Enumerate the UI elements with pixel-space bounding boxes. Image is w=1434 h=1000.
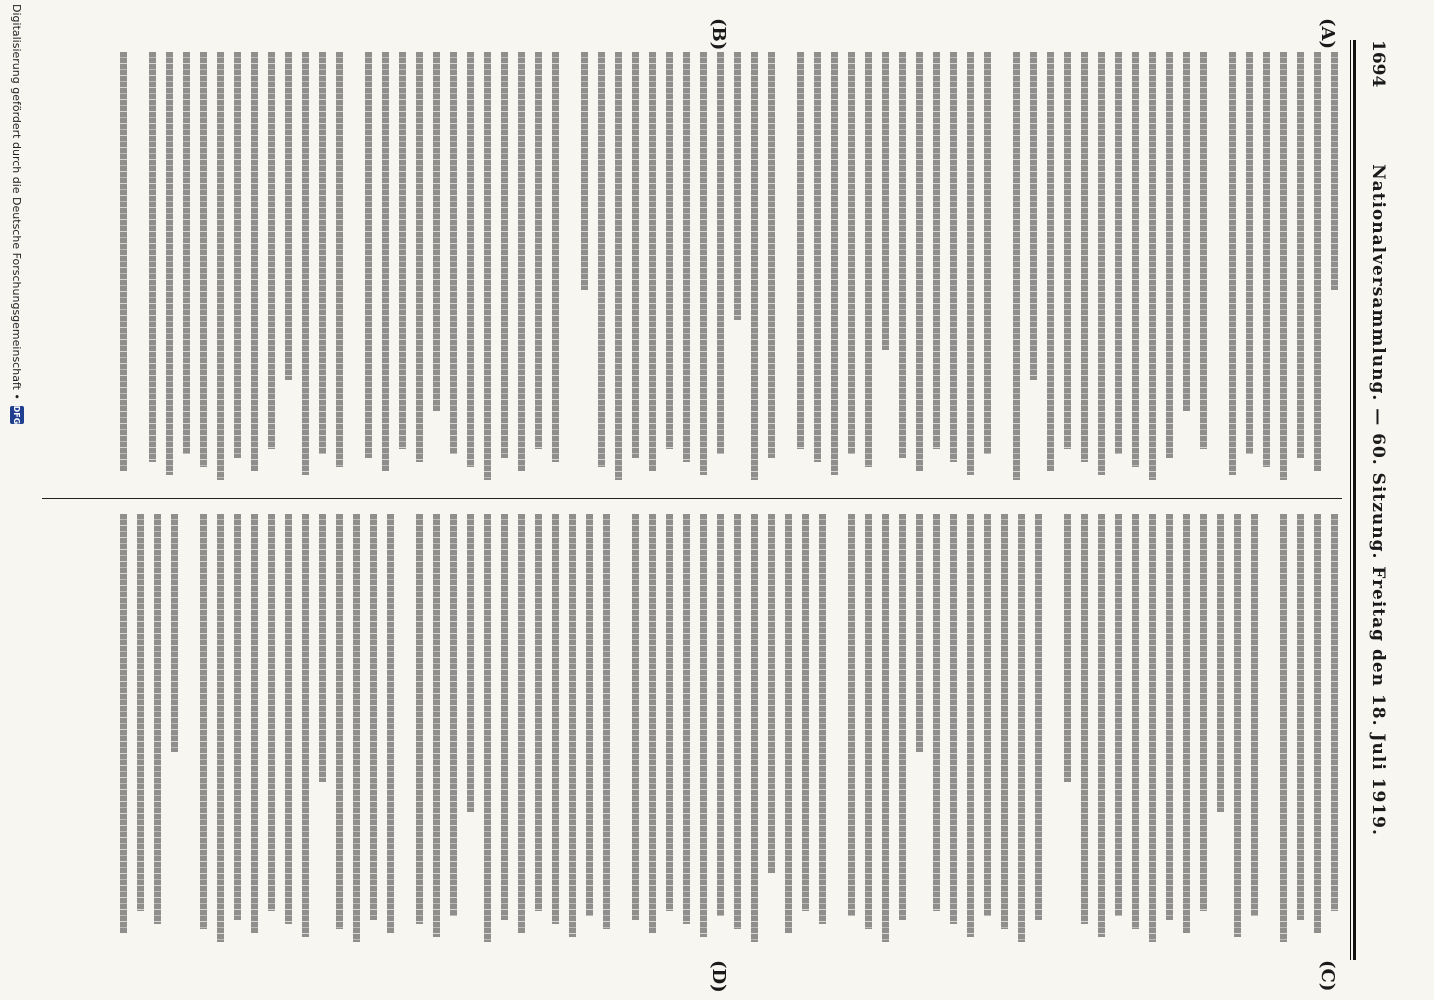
body-text-line [1183,52,1190,411]
body-text-line [717,514,724,916]
body-text-line [865,52,872,467]
body-text-line [569,514,576,937]
text-column-left [48,52,1338,484]
paragraph-gap [394,514,406,946]
body-text-line [1166,52,1173,458]
body-text-line [149,52,156,462]
body-text-line [848,52,855,454]
body-text-line [319,52,326,454]
body-text-line [1064,52,1071,449]
body-text-line [200,52,207,467]
page-header [1360,40,1394,960]
body-text-line [268,52,275,449]
body-text-line [1035,514,1042,920]
body-text-line [1149,52,1156,480]
body-text-line [700,514,707,937]
body-text-line [416,52,423,462]
body-text-line [433,52,440,411]
body-text-line [899,52,906,458]
body-text-line [666,52,673,449]
paragraph-gap [559,52,571,484]
header-rule [1353,40,1356,960]
body-text-line [1251,514,1258,916]
body-text-line [552,52,559,462]
body-text-line [768,52,775,458]
body-text-line [1047,52,1054,471]
body-text-line [984,52,991,454]
body-text-line [1331,52,1338,290]
body-text-line [1297,52,1304,458]
body-text-line [916,52,923,471]
body-text-line [501,514,508,920]
dfg-logo: DFG [10,406,24,424]
body-text-line [183,52,190,454]
body-text-line [285,514,292,924]
body-text-line [950,514,957,924]
body-text-line [336,514,343,929]
body-text-line [1200,514,1207,911]
paragraph-gap [775,52,787,484]
body-text-line [251,514,258,933]
body-text-line [984,514,991,916]
body-text-line [1013,52,1020,480]
body-text-line [353,514,360,942]
body-text-line [336,52,343,467]
body-text-line [831,52,838,475]
body-text-line [518,514,525,933]
paragraph-gap [610,514,622,946]
body-text-line [518,52,525,471]
body-text-line [734,514,741,929]
body-text-line [916,514,923,752]
body-text-line [598,52,605,467]
body-text-line [700,52,707,475]
digitization-credit [8,0,26,1000]
paragraph-gap [1207,52,1219,484]
body-text-line [467,514,474,812]
body-text-line [1280,514,1287,942]
body-text-line [1018,514,1025,942]
body-text-line [683,514,690,924]
body-text-line [365,52,372,458]
body-text-line [302,52,309,475]
body-text-line [819,514,826,924]
body-text-line [967,52,974,475]
body-text-line [1132,52,1139,467]
paragraph-gap [178,514,190,946]
body-text-line [552,514,559,924]
body-text-line [501,52,508,458]
body-text-line [1200,52,1207,449]
body-text-line [1081,514,1088,924]
margin-letter-a: (A) [1317,18,1338,49]
margin-letter-d: (D) [708,960,729,993]
margin-letter-b: (B) [708,18,729,51]
body-text-line [899,514,906,920]
body-text-line [319,514,326,782]
body-text-line [251,52,258,471]
body-text-line [882,52,889,350]
body-text-line [450,514,457,916]
header-rule-thin [1350,40,1351,960]
body-text-line [1217,514,1224,812]
body-text-line [171,514,178,752]
body-text-line [1098,514,1105,937]
body-text-line [234,514,241,920]
body-text-line [1229,52,1236,475]
paragraph-gap [1042,514,1054,946]
body-text-line [751,514,758,942]
body-text-line [1234,514,1241,937]
body-text-line [797,52,804,449]
body-text-line [967,514,974,937]
body-text-line [382,52,389,471]
body-text-line [484,514,491,942]
body-text-line [484,52,491,480]
body-text-line [649,514,656,933]
body-text-line [933,514,940,911]
body-text-line [1246,52,1253,454]
body-text-line [416,514,423,924]
body-text-line [1064,514,1071,782]
paragraph-gap [991,52,1003,484]
body-text-line [950,52,957,462]
body-text-line [166,52,173,475]
body-text-line [1183,514,1190,933]
body-text-line [1081,52,1088,462]
body-text-line [632,52,639,458]
body-text-line [535,52,542,449]
body-text-line [768,514,775,873]
body-text-line [217,514,224,942]
paragraph-gap [127,52,139,484]
body-text-line [268,514,275,911]
credit-text: Digitalisierung gefördert durch die Deutsche Forschungsgemeinschaft • [10,4,24,400]
body-text-line [649,52,656,471]
body-text-line [1314,52,1321,471]
paragraph-gap [343,52,355,484]
paragraph-gap [826,514,838,946]
body-text-line [814,52,821,462]
body-text-line [785,514,792,933]
body-text-line [632,514,639,920]
page-title: Nationalversammlung. — 60. Sitzung. Freitag den 18. Juli 1919. [1368,164,1388,836]
body-text-line [1263,52,1270,467]
margin-letter-c: (C) [1317,960,1338,992]
body-text-line [933,52,940,449]
body-text-line [848,514,855,916]
body-text-line [120,52,127,471]
body-text-line [234,52,241,458]
body-text-line [120,514,127,933]
body-text-line [302,514,309,937]
paragraph-gap [1258,514,1270,946]
body-text-line [217,52,224,480]
body-text-line [154,514,161,924]
body-text-line [1280,52,1287,480]
body-text-line [683,52,690,462]
body-text-line [370,514,377,920]
body-text-line [581,52,588,290]
body-text-line [603,514,610,929]
body-text-line [802,514,809,911]
body-text-line [137,514,144,911]
body-text-line [387,514,394,933]
body-text-line [285,52,292,380]
body-text-line [1001,514,1008,929]
body-text-line [865,514,872,929]
page-number: 1694 [1368,40,1388,88]
body-text-line [1115,514,1122,916]
column-divider [42,498,1342,499]
body-text-line [535,514,542,911]
body-text-line [1149,514,1156,942]
body-text-line [467,52,474,467]
body-text-line [450,52,457,454]
text-column-right [48,514,1338,946]
body-text-line [1098,52,1105,475]
body-text-line [1166,514,1173,920]
body-text-line [666,514,673,911]
body-text-line [615,52,622,480]
body-text-line [717,52,724,454]
body-text-line [734,52,741,320]
body-text-line [433,514,440,937]
body-text-line [1314,514,1321,933]
body-text-line [1115,52,1122,454]
body-text-line [1030,52,1037,380]
body-text-line [751,52,758,480]
body-text-line [1297,514,1304,920]
body-text-line [1132,514,1139,929]
body-text-line [586,514,593,916]
body-text-line [1331,514,1338,911]
body-text-line [399,52,406,449]
body-text-line [882,514,889,942]
body-text-line [200,514,207,929]
